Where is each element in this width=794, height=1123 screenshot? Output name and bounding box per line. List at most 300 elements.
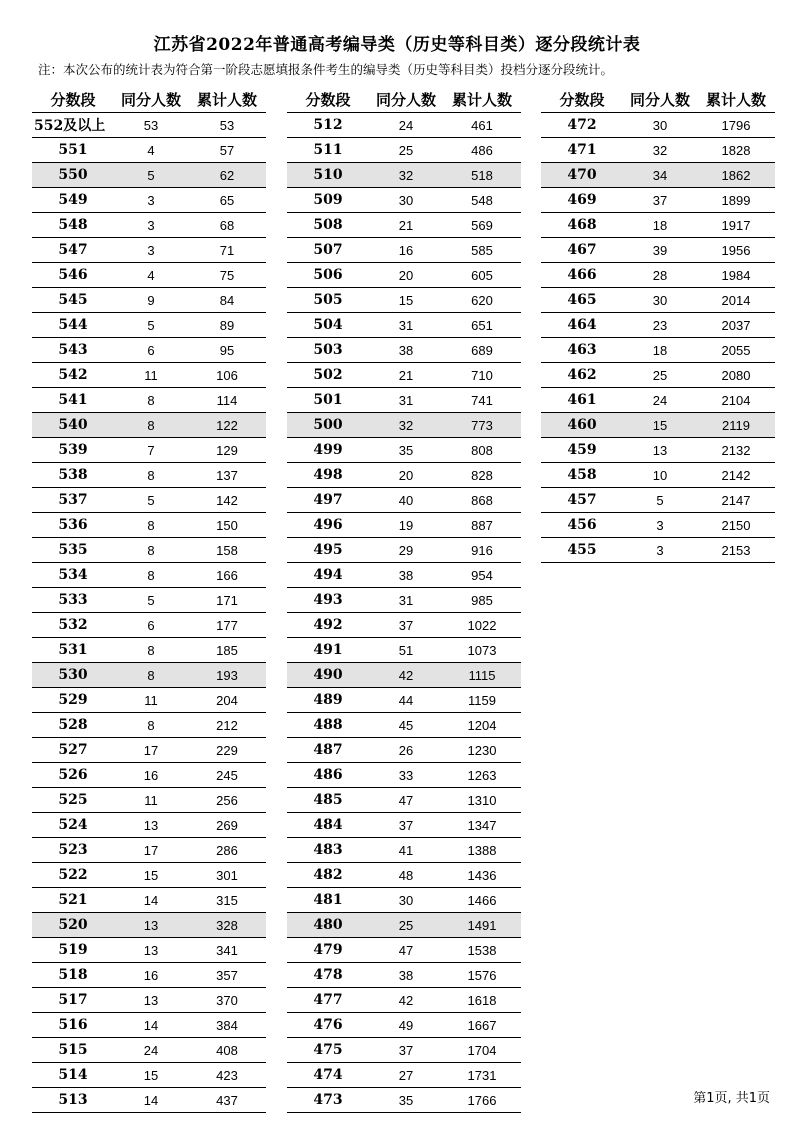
score-cell: 483 — [313, 842, 343, 858]
score-cell: 502 — [313, 367, 343, 383]
same-score-count-cell: 11 — [144, 692, 158, 708]
table-row — [32, 462, 266, 487]
cumulative-count-cell: 1159 — [468, 692, 496, 708]
same-score-count-cell: 21 — [398, 367, 414, 383]
score-cell: 551 — [58, 142, 88, 158]
table-row — [32, 512, 266, 537]
table-row — [287, 1062, 521, 1087]
score-cell: 539 — [58, 442, 88, 458]
table-row — [541, 362, 775, 387]
cumulative-count-cell: 1618 — [467, 992, 497, 1008]
table-row — [287, 412, 521, 437]
table-row — [32, 912, 266, 937]
same-score-count-cell: 28 — [652, 267, 668, 283]
score-cell: 489 — [313, 692, 343, 708]
same-score-count-cell: 6 — [147, 342, 155, 358]
cumulative-count-cell: 518 — [471, 167, 493, 183]
table-row — [32, 537, 266, 562]
cumulative-count-cell: 229 — [216, 742, 238, 758]
score-cell: 478 — [313, 967, 343, 983]
same-score-count-cell: 37 — [398, 817, 414, 833]
same-score-count-cell: 37 — [398, 617, 414, 633]
table-row — [32, 237, 266, 262]
score-cell: 542 — [58, 367, 88, 383]
cumulative-count-cell: 2150 — [721, 517, 751, 533]
cumulative-count-cell: 1263 — [467, 767, 497, 783]
same-score-count-cell: 47 — [398, 792, 414, 808]
score-cell: 473 — [313, 1092, 343, 1108]
table-row — [287, 612, 521, 637]
table-row — [541, 337, 775, 362]
score-cell: 509 — [313, 192, 343, 208]
table-row — [32, 812, 266, 837]
same-score-count-cell: 27 — [398, 1067, 414, 1083]
table-row — [541, 387, 775, 412]
cumulative-count-cell: 887 — [471, 517, 493, 533]
cumulative-count-cell: 256 — [216, 792, 238, 808]
table-row — [287, 387, 521, 412]
cumulative-count-cell: 868 — [471, 492, 493, 508]
score-cell: 507 — [313, 242, 343, 258]
same-score-count-cell: 16 — [143, 767, 159, 783]
score-cell: 506 — [313, 267, 343, 283]
table-row — [541, 312, 775, 337]
cumulative-count-cell: 75 — [219, 267, 235, 283]
table-row — [541, 162, 775, 187]
table-column-2 — [287, 86, 521, 1113]
table-row — [32, 737, 266, 762]
score-cell: 513 — [58, 1092, 88, 1108]
header-cell: 分数段 — [559, 90, 605, 109]
cumulative-count-cell: 651 — [471, 317, 493, 333]
same-score-count-cell: 24 — [652, 392, 668, 408]
same-score-count-cell: 19 — [398, 517, 414, 533]
same-score-count-cell: 25 — [652, 367, 668, 383]
cumulative-count-cell: 1862 — [721, 167, 751, 183]
same-score-count-cell: 31 — [398, 317, 414, 333]
table-row — [32, 987, 266, 1012]
cumulative-count-cell: 461 — [471, 117, 493, 133]
score-cell: 496 — [313, 517, 343, 533]
score-cell: 545 — [58, 292, 88, 308]
table-row — [287, 687, 521, 712]
same-score-count-cell: 30 — [398, 192, 414, 208]
score-cell: 460 — [567, 417, 597, 433]
table-column-1 — [32, 86, 266, 1113]
table-row — [287, 512, 521, 537]
score-cell: 462 — [567, 367, 597, 383]
table-row — [287, 1012, 521, 1037]
table-row — [287, 237, 521, 262]
score-cell: 465 — [567, 292, 597, 308]
table-row — [287, 187, 521, 212]
cumulative-count-cell: 2142 — [721, 467, 751, 483]
table-row — [287, 987, 521, 1012]
table-row — [32, 487, 266, 512]
table-row — [287, 1037, 521, 1062]
same-score-count-cell: 20 — [398, 467, 414, 483]
score-cell: 510 — [313, 167, 343, 183]
same-score-count-cell: 15 — [398, 292, 414, 308]
cumulative-count-cell: 341 — [216, 942, 238, 958]
table-row — [32, 887, 266, 912]
table-row — [32, 562, 266, 587]
cumulative-count-cell: 689 — [471, 342, 493, 358]
same-score-count-cell: 42 — [398, 667, 414, 683]
score-cell: 464 — [567, 317, 597, 333]
same-score-count-cell: 31 — [398, 392, 414, 408]
score-cell: 526 — [58, 767, 88, 783]
cumulative-count-cell: 137 — [216, 467, 238, 483]
cumulative-count-cell: 177 — [216, 617, 238, 633]
score-cell: 469 — [567, 192, 597, 208]
table-row — [287, 862, 521, 887]
cumulative-count-cell: 384 — [216, 1017, 238, 1033]
same-score-count-cell: 38 — [398, 967, 414, 983]
score-cell: 533 — [58, 592, 88, 608]
score-cell: 494 — [313, 567, 343, 583]
same-score-count-cell: 23 — [652, 317, 668, 333]
table-row — [32, 687, 266, 712]
header-cell: 累计人数 — [196, 90, 257, 109]
score-cell: 458 — [567, 467, 597, 483]
table-row — [287, 662, 521, 687]
score-cell: 486 — [313, 767, 343, 783]
score-cell: 470 — [567, 167, 597, 183]
cumulative-count-cell: 1796 — [721, 117, 751, 133]
same-score-count-cell: 31 — [398, 592, 414, 608]
same-score-count-cell: 8 — [147, 517, 155, 533]
score-cell: 528 — [58, 717, 88, 733]
cumulative-count-cell: 1022 — [467, 617, 497, 633]
cumulative-count-cell: 53 — [219, 117, 235, 133]
table-row — [32, 837, 266, 862]
same-score-count-cell: 37 — [652, 192, 668, 208]
same-score-count-cell: 6 — [147, 617, 155, 633]
cumulative-count-cell: 1115 — [468, 667, 496, 683]
score-cell: 536 — [58, 517, 88, 533]
same-score-count-cell: 3 — [147, 242, 155, 258]
same-score-count-cell: 32 — [398, 167, 414, 183]
score-cell: 531 — [58, 642, 88, 658]
score-cell: 549 — [58, 192, 88, 208]
cumulative-count-cell: 423 — [216, 1067, 238, 1083]
table-row — [32, 587, 266, 612]
score-cell: 461 — [567, 392, 597, 408]
same-score-count-cell: 40 — [398, 492, 414, 508]
same-score-count-cell: 8 — [147, 667, 155, 683]
score-cell: 516 — [58, 1017, 88, 1033]
cumulative-count-cell: 62 — [219, 167, 235, 183]
table-row — [287, 462, 521, 487]
cumulative-count-cell: 2080 — [721, 367, 751, 383]
table-row — [32, 962, 266, 987]
table-row — [541, 487, 775, 512]
same-score-count-cell: 25 — [398, 142, 414, 158]
table-row — [32, 1012, 266, 1037]
score-cell: 527 — [58, 742, 88, 758]
cumulative-count-cell: 569 — [471, 217, 493, 233]
table-row — [32, 1037, 266, 1062]
cumulative-count-cell: 1667 — [467, 1017, 497, 1033]
same-score-count-cell: 14 — [143, 1017, 159, 1033]
same-score-count-cell: 47 — [398, 942, 414, 958]
cumulative-count-cell: 954 — [471, 567, 493, 583]
cumulative-count-cell: 710 — [471, 367, 493, 383]
same-score-count-cell: 3 — [147, 217, 155, 233]
score-cell: 498 — [313, 467, 343, 483]
table-row — [32, 262, 266, 287]
cumulative-count-cell: 1731 — [467, 1067, 497, 1083]
same-score-count-cell: 45 — [398, 717, 414, 733]
cumulative-count-cell: 1204 — [467, 717, 497, 733]
same-score-count-cell: 53 — [143, 117, 159, 133]
header-cell: 分数段 — [50, 90, 96, 109]
score-cell: 505 — [313, 292, 343, 308]
score-cell: 541 — [58, 392, 88, 408]
same-score-count-cell: 20 — [398, 267, 414, 283]
score-cell: 521 — [58, 892, 88, 908]
table-row — [541, 112, 775, 137]
cumulative-count-cell: 1230 — [467, 742, 497, 758]
table-header — [32, 86, 266, 112]
table-row — [32, 212, 266, 237]
cumulative-count-cell: 185 — [216, 642, 238, 658]
score-cell: 475 — [313, 1042, 343, 1058]
cumulative-count-cell: 408 — [216, 1042, 238, 1058]
same-score-count-cell: 42 — [398, 992, 414, 1008]
score-cell: 530 — [58, 667, 88, 683]
same-score-count-cell: 13 — [143, 942, 159, 958]
score-cell: 547 — [58, 242, 88, 258]
cumulative-count-cell: 114 — [216, 392, 238, 408]
same-score-count-cell: 38 — [398, 567, 414, 583]
score-cell: 488 — [313, 717, 343, 733]
table-row — [541, 462, 775, 487]
cumulative-count-cell: 1491 — [467, 917, 497, 933]
table-row — [541, 512, 775, 537]
table-row — [32, 787, 266, 812]
score-cell: 525 — [58, 792, 88, 808]
table-note: 注：本次公布的统计表为符合第一阶段志愿填报条件考生的编导类（历史等科目类）投档分逐分段统计。 — [38, 62, 614, 77]
cumulative-count-cell: 585 — [471, 242, 493, 258]
cumulative-count-cell: 2119 — [722, 417, 750, 433]
cumulative-count-cell: 741 — [471, 392, 493, 408]
score-cell: 508 — [313, 217, 343, 233]
same-score-count-cell: 26 — [398, 742, 414, 758]
cumulative-count-cell: 357 — [216, 967, 238, 983]
same-score-count-cell: 34 — [652, 167, 668, 183]
cumulative-count-cell: 548 — [471, 192, 493, 208]
cumulative-count-cell: 1899 — [721, 192, 751, 208]
cumulative-count-cell: 328 — [216, 917, 238, 933]
same-score-count-cell: 4 — [147, 142, 155, 158]
same-score-count-cell: 41 — [398, 842, 414, 858]
score-cell: 517 — [58, 992, 88, 1008]
cumulative-count-cell: 2055 — [721, 342, 751, 358]
table-header — [287, 86, 521, 112]
cumulative-count-cell: 1310 — [467, 792, 497, 808]
table-row — [32, 337, 266, 362]
table-row — [32, 187, 266, 212]
same-score-count-cell: 30 — [652, 292, 668, 308]
table-row — [32, 612, 266, 637]
same-score-count-cell: 5 — [147, 317, 155, 333]
table-row — [287, 287, 521, 312]
score-cell: 544 — [58, 317, 88, 333]
same-score-count-cell: 4 — [147, 267, 155, 283]
table-row — [32, 137, 266, 162]
same-score-count-cell: 44 — [398, 692, 414, 708]
table-row — [287, 437, 521, 462]
table-row — [287, 212, 521, 237]
cumulative-count-cell: 916 — [471, 542, 493, 558]
same-score-count-cell: 37 — [398, 1042, 414, 1058]
table-row — [32, 762, 266, 787]
same-score-count-cell: 3 — [147, 192, 155, 208]
score-cell: 463 — [567, 342, 597, 358]
score-cell: 471 — [567, 142, 597, 158]
table-row — [32, 862, 266, 887]
score-cell: 543 — [58, 342, 88, 358]
table-row — [32, 162, 266, 187]
same-score-count-cell: 8 — [147, 467, 155, 483]
score-cell: 484 — [313, 817, 343, 833]
table-row — [287, 137, 521, 162]
score-cell: 499 — [313, 442, 343, 458]
cumulative-count-cell: 106 — [216, 367, 238, 383]
table-row — [541, 212, 775, 237]
score-cell: 495 — [313, 542, 343, 558]
same-score-count-cell: 8 — [147, 567, 155, 583]
cumulative-count-cell: 315 — [216, 892, 238, 908]
cumulative-count-cell: 1956 — [721, 242, 751, 258]
table-row — [287, 537, 521, 562]
cumulative-count-cell: 57 — [219, 142, 235, 158]
table-row — [287, 162, 521, 187]
same-score-count-cell: 39 — [652, 242, 668, 258]
cumulative-count-cell: 245 — [216, 767, 238, 783]
header-cell: 同分人数 — [375, 90, 436, 109]
table-row — [541, 537, 775, 563]
table-row — [287, 762, 521, 787]
score-cell: 472 — [567, 117, 597, 133]
table-row — [541, 287, 775, 312]
score-cell: 504 — [313, 317, 343, 333]
same-score-count-cell: 15 — [143, 1067, 159, 1083]
same-score-count-cell: 8 — [147, 542, 155, 558]
score-cell: 497 — [313, 492, 343, 508]
table-row — [541, 187, 775, 212]
score-cell: 493 — [313, 592, 343, 608]
score-cell: 487 — [313, 742, 343, 758]
score-cell: 455 — [567, 542, 597, 558]
score-cell: 466 — [567, 267, 597, 283]
score-cell: 474 — [313, 1067, 343, 1083]
table-row — [32, 362, 266, 387]
same-score-count-cell: 24 — [398, 117, 414, 133]
table-row — [287, 837, 521, 862]
same-score-count-cell: 13 — [143, 817, 159, 833]
same-score-count-cell: 32 — [398, 417, 414, 433]
cumulative-count-cell: 2132 — [721, 442, 751, 458]
header-cell: 累计人数 — [451, 90, 512, 109]
same-score-count-cell: 5 — [147, 592, 155, 608]
same-score-count-cell: 8 — [147, 717, 155, 733]
table-row — [287, 637, 521, 662]
cumulative-count-cell: 808 — [471, 442, 493, 458]
same-score-count-cell: 16 — [398, 242, 414, 258]
cumulative-count-cell: 1347 — [467, 817, 497, 833]
cumulative-count-cell: 486 — [471, 142, 493, 158]
table-row — [32, 1087, 266, 1113]
cumulative-count-cell: 1576 — [467, 967, 497, 983]
same-score-count-cell: 17 — [143, 842, 159, 858]
score-cell: 481 — [313, 892, 343, 908]
table-row — [287, 887, 521, 912]
table-row — [287, 262, 521, 287]
table-row — [287, 912, 521, 937]
page-footer: 第1页, 共1页 — [693, 1091, 770, 1106]
same-score-count-cell: 17 — [143, 742, 159, 758]
same-score-count-cell: 18 — [652, 217, 668, 233]
same-score-count-cell: 14 — [143, 1092, 159, 1108]
cumulative-count-cell: 142 — [216, 492, 238, 508]
cumulative-count-cell: 1984 — [721, 267, 751, 283]
same-score-count-cell: 15 — [143, 867, 159, 883]
table-row — [32, 387, 266, 412]
score-cell: 546 — [58, 267, 88, 283]
table-row — [287, 962, 521, 987]
score-cell: 490 — [313, 667, 343, 683]
cumulative-count-cell: 150 — [216, 517, 238, 533]
same-score-count-cell: 25 — [398, 917, 414, 933]
header-cell: 累计人数 — [705, 90, 766, 109]
same-score-count-cell: 35 — [398, 1092, 414, 1108]
score-cell: 538 — [58, 467, 88, 483]
same-score-count-cell: 15 — [652, 417, 668, 433]
score-cell: 485 — [313, 792, 343, 808]
same-score-count-cell: 32 — [652, 142, 668, 158]
score-cell: 503 — [313, 342, 343, 358]
score-cell: 537 — [58, 492, 88, 508]
same-score-count-cell: 11 — [144, 367, 158, 383]
score-cell: 524 — [58, 817, 88, 833]
table-row — [287, 312, 521, 337]
cumulative-count-cell: 84 — [219, 292, 235, 308]
same-score-count-cell: 13 — [143, 917, 159, 933]
cumulative-count-cell: 204 — [216, 692, 238, 708]
score-cell: 518 — [58, 967, 88, 983]
table-row — [32, 937, 266, 962]
cumulative-count-cell: 1436 — [467, 867, 497, 883]
table-header — [541, 86, 775, 112]
table-row — [287, 362, 521, 387]
table-column-3 — [541, 86, 775, 563]
same-score-count-cell: 5 — [147, 167, 155, 183]
table-row — [32, 637, 266, 662]
score-cell: 535 — [58, 542, 88, 558]
cumulative-count-cell: 89 — [219, 317, 235, 333]
cumulative-count-cell: 95 — [219, 342, 235, 358]
table-row — [287, 587, 521, 612]
score-cell: 480 — [313, 917, 343, 933]
table-row — [32, 287, 266, 312]
cumulative-count-cell: 437 — [216, 1092, 238, 1108]
same-score-count-cell: 33 — [398, 767, 414, 783]
score-cell: 548 — [58, 217, 88, 233]
table-row — [541, 237, 775, 262]
